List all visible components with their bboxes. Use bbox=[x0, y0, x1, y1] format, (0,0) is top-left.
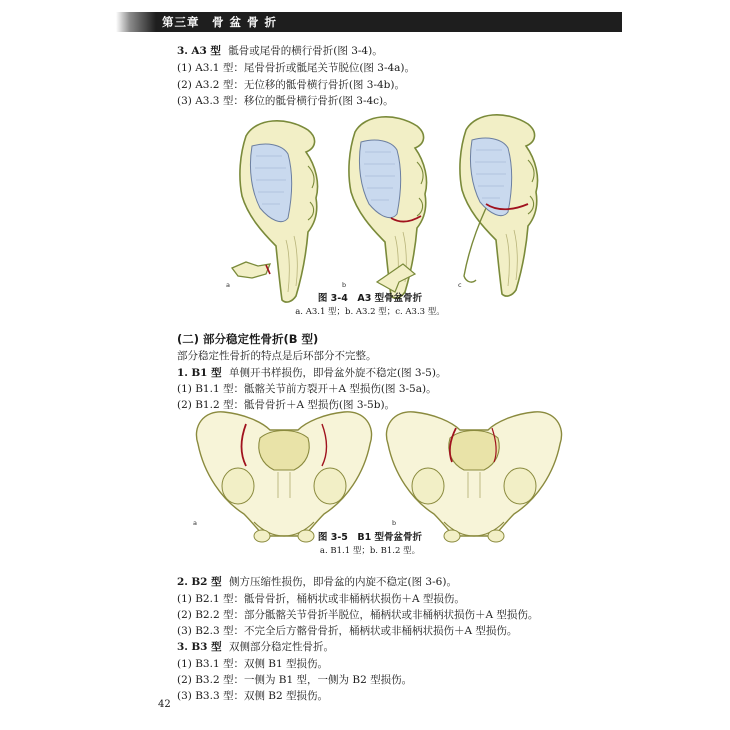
b2-text: 侧方压缩性损伤，即骨盆的内旋不稳定(图 3-6)。 bbox=[229, 576, 457, 588]
b2-num: 2. bbox=[177, 576, 188, 588]
b1-item-2: (2) B1.2 型：骶骨骨折＋A 型损伤(图 3-5b)。 bbox=[177, 399, 396, 411]
a3-code: A3 型 bbox=[191, 45, 221, 57]
section-b-intro: 部分稳定性骨折的特点是后环部分不完整。 bbox=[177, 350, 377, 362]
fig34-caption: 图 3-4 A3 型骨盆骨折 bbox=[317, 293, 423, 304]
pelvis-illustration-b bbox=[386, 412, 561, 542]
page-number: 42 bbox=[158, 699, 171, 710]
b3-heading bbox=[177, 640, 334, 654]
fig34-subcaption: a. A3.1 型；b. A3.2 型；c. A3.3 型。 bbox=[295, 307, 445, 317]
fig35-subcaption: a. B1.1 型；b. B1.2 型。 bbox=[319, 546, 421, 556]
b3-code: B3 型 bbox=[191, 641, 222, 653]
fig34-label-a: a bbox=[226, 281, 230, 289]
b3-item-1: (1) B3.1 型：双侧 B1 型损伤。 bbox=[177, 658, 329, 670]
fig34-label-c: c bbox=[458, 281, 462, 289]
b3-item-2: (2) B3.2 型：一侧为 B1 型，一侧为 B2 型损伤。 bbox=[177, 674, 413, 686]
b1-code: B1 型 bbox=[191, 367, 222, 379]
fig35-caption: 图 3-5 B1 型骨盆骨折 bbox=[317, 532, 423, 543]
a3-num: 3. bbox=[177, 45, 188, 57]
fig35-label-b: b bbox=[392, 519, 397, 527]
b3-item-3: (3) B3.3 型：双侧 B2 型损伤。 bbox=[177, 690, 329, 702]
b2-item-3: (3) B2.3 型：不完全后方髂骨骨折，桶柄状或非桶柄状损伤＋A 型损伤。 bbox=[177, 625, 518, 637]
fig35-label-a: a bbox=[193, 519, 197, 527]
b1-num: 1. bbox=[177, 367, 188, 379]
section-b-heading: (二) 部分稳定性骨折(B 型) bbox=[177, 332, 319, 346]
b3-text: 双侧部分稳定性骨折。 bbox=[229, 641, 334, 653]
pelvis-illustration-a bbox=[196, 412, 371, 542]
b2-item-1: (1) B2.1 型：骶骨骨折，桶柄状或非桶柄状损伤＋A 型损伤。 bbox=[177, 593, 465, 605]
a3-item-3: (3) A3.3 型：移位的骶骨横行骨折(图 3-4c)。 bbox=[177, 95, 394, 107]
a3-item-2: (2) A3.2 型：无位移的骶骨横行骨折(图 3-4b)。 bbox=[177, 79, 405, 91]
b2-code: B2 型 bbox=[191, 576, 222, 588]
b1-item-1: (1) B1.1 型：骶髂关节前方裂开＋A 型损伤(图 3-5a)。 bbox=[177, 383, 437, 395]
b1-text: 单侧开书样损伤，即骨盆外旋不稳定(图 3-5)。 bbox=[229, 367, 447, 379]
b2-item-2: (2) B2.2 型：部分骶髂关节骨折半脱位，桶柄状或非桶柄状损伤＋A 型损伤。 bbox=[177, 609, 539, 621]
a3-item-1: (1) A3.1 型：尾骨骨折或骶尾关节脱位(图 3-4a)。 bbox=[177, 62, 416, 74]
chapter-title: 第三章 骨 盆 骨 折 bbox=[162, 15, 278, 29]
fig34-label-b: b bbox=[342, 281, 347, 289]
a3-text: 骶骨或尾骨的横行骨折(图 3-4)。 bbox=[228, 45, 383, 57]
b3-num: 3. bbox=[177, 641, 188, 653]
b2-heading bbox=[177, 575, 457, 589]
